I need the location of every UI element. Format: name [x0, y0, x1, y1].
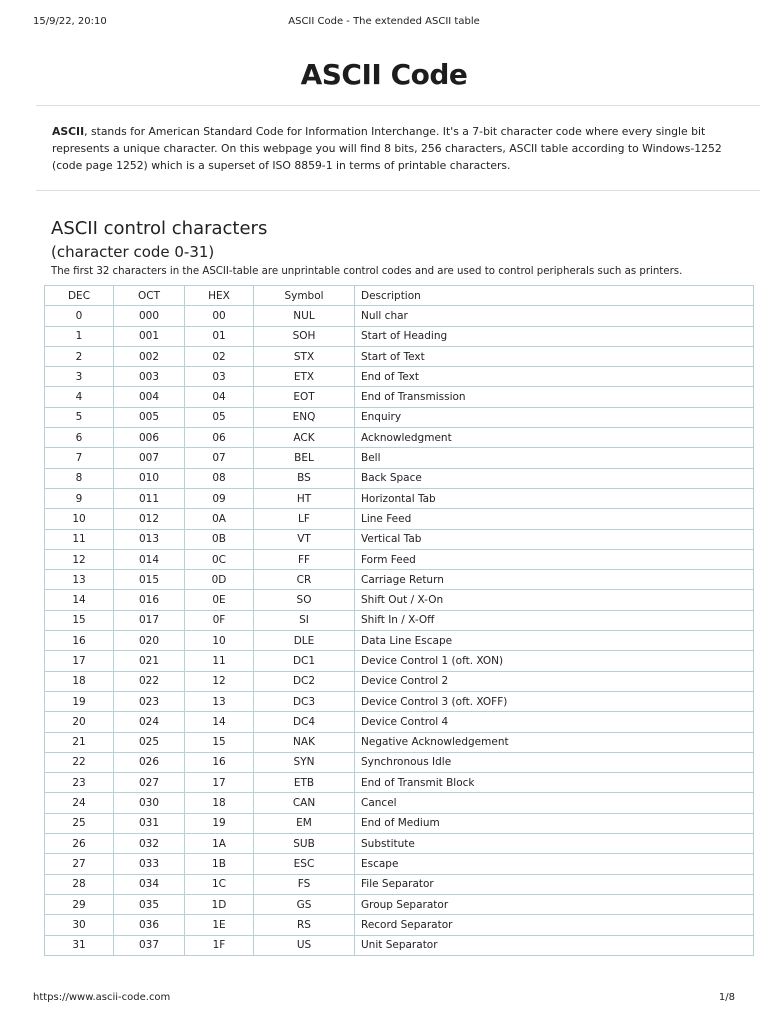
cell-oct: 002 — [114, 346, 185, 366]
print-header — [0, 16, 768, 32]
cell-hex: 1B — [185, 854, 254, 874]
cell-symbol: DC2 — [254, 671, 355, 691]
table-row — [45, 874, 754, 894]
cell-dec: 1 — [45, 326, 114, 346]
print-page-number: 1/8 — [718, 992, 735, 1003]
table-row — [45, 752, 754, 772]
cell-symbol: STX — [254, 346, 355, 366]
cell-dec: 15 — [45, 610, 114, 630]
cell-description: Shift Out / X-On — [355, 590, 754, 610]
cell-dec: 3 — [45, 367, 114, 387]
cell-dec: 28 — [45, 874, 114, 894]
table-row — [45, 651, 754, 671]
cell-dec: 19 — [45, 691, 114, 711]
cell-hex: 04 — [185, 387, 254, 407]
cell-oct: 023 — [114, 691, 185, 711]
cell-hex: 16 — [185, 752, 254, 772]
ascii-control-table — [44, 285, 754, 956]
cell-hex: 0D — [185, 570, 254, 590]
cell-hex: 05 — [185, 407, 254, 427]
cell-oct: 003 — [114, 367, 185, 387]
cell-description: Data Line Escape — [355, 631, 754, 651]
divider-top — [36, 105, 760, 106]
cell-description: Group Separator — [355, 894, 754, 914]
cell-dec: 12 — [45, 549, 114, 569]
table-row — [45, 306, 754, 326]
cell-description: Enquiry — [355, 407, 754, 427]
header-oct: OCT — [114, 286, 185, 306]
cell-dec: 16 — [45, 631, 114, 651]
cell-oct: 010 — [114, 468, 185, 488]
cell-symbol: FS — [254, 874, 355, 894]
table-row — [45, 346, 754, 366]
cell-dec: 6 — [45, 428, 114, 448]
cell-description: Shift In / X-Off — [355, 610, 754, 630]
cell-description: Device Control 3 (oft. XOFF) — [355, 691, 754, 711]
cell-hex: 0C — [185, 549, 254, 569]
cell-dec: 2 — [45, 346, 114, 366]
cell-description: Negative Acknowledgement — [355, 732, 754, 752]
table-row — [45, 590, 754, 610]
cell-description: End of Medium — [355, 813, 754, 833]
cell-description: Start of Heading — [355, 326, 754, 346]
cell-hex: 14 — [185, 712, 254, 732]
cell-oct: 035 — [114, 894, 185, 914]
cell-hex: 06 — [185, 428, 254, 448]
cell-description: End of Transmit Block — [355, 773, 754, 793]
cell-description: Device Control 1 (oft. XON) — [355, 651, 754, 671]
cell-dec: 20 — [45, 712, 114, 732]
cell-description: Device Control 2 — [355, 671, 754, 691]
cell-description: Carriage Return — [355, 570, 754, 590]
cell-symbol: DC3 — [254, 691, 355, 711]
cell-oct: 016 — [114, 590, 185, 610]
header-dec: DEC — [45, 286, 114, 306]
cell-hex: 07 — [185, 448, 254, 468]
cell-oct: 007 — [114, 448, 185, 468]
cell-hex: 12 — [185, 671, 254, 691]
intro-paragraph — [52, 123, 722, 174]
table-row — [45, 793, 754, 813]
cell-description: File Separator — [355, 874, 754, 894]
cell-hex: 02 — [185, 346, 254, 366]
cell-dec: 7 — [45, 448, 114, 468]
cell-description: Back Space — [355, 468, 754, 488]
cell-hex: 0A — [185, 509, 254, 529]
cell-dec: 14 — [45, 590, 114, 610]
cell-symbol: SO — [254, 590, 355, 610]
cell-dec: 29 — [45, 894, 114, 914]
table-row — [45, 529, 754, 549]
table-row — [45, 732, 754, 752]
cell-description: Record Separator — [355, 915, 754, 935]
cell-description: Substitute — [355, 834, 754, 854]
cell-oct: 020 — [114, 631, 185, 651]
cell-hex: 10 — [185, 631, 254, 651]
cell-oct: 033 — [114, 854, 185, 874]
table-header-row — [45, 286, 754, 306]
cell-dec: 25 — [45, 813, 114, 833]
cell-description: End of Transmission — [355, 387, 754, 407]
cell-dec: 11 — [45, 529, 114, 549]
cell-hex: 17 — [185, 773, 254, 793]
cell-symbol: DLE — [254, 631, 355, 651]
intro-bold-term: ASCII — [52, 125, 85, 138]
table-row — [45, 407, 754, 427]
cell-symbol: ACK — [254, 428, 355, 448]
table-row — [45, 631, 754, 651]
cell-oct: 005 — [114, 407, 185, 427]
table-row — [45, 488, 754, 508]
cell-description: Line Feed — [355, 509, 754, 529]
table-row — [45, 894, 754, 914]
cell-dec: 9 — [45, 488, 114, 508]
cell-symbol: SOH — [254, 326, 355, 346]
cell-description: Acknowledgment — [355, 428, 754, 448]
cell-oct: 034 — [114, 874, 185, 894]
cell-symbol: DC4 — [254, 712, 355, 732]
cell-description: Unit Separator — [355, 935, 754, 955]
cell-dec: 24 — [45, 793, 114, 813]
header-hex: HEX — [185, 286, 254, 306]
cell-oct: 037 — [114, 935, 185, 955]
cell-description: Synchronous Idle — [355, 752, 754, 772]
cell-oct: 022 — [114, 671, 185, 691]
section-description: The first 32 characters in the ASCII-table are unprintable control codes and are used to control peripherals such as printers. — [51, 266, 683, 277]
cell-hex: 00 — [185, 306, 254, 326]
cell-symbol: BS — [254, 468, 355, 488]
cell-hex: 1C — [185, 874, 254, 894]
cell-symbol: CAN — [254, 793, 355, 813]
cell-hex: 0E — [185, 590, 254, 610]
cell-description: Device Control 4 — [355, 712, 754, 732]
table-row — [45, 773, 754, 793]
cell-description: End of Text — [355, 367, 754, 387]
cell-oct: 013 — [114, 529, 185, 549]
print-date: 15/9/22, 20:10 — [33, 16, 107, 27]
cell-oct: 030 — [114, 793, 185, 813]
cell-description: Start of Text — [355, 346, 754, 366]
cell-oct: 024 — [114, 712, 185, 732]
cell-description: Null char — [355, 306, 754, 326]
cell-dec: 26 — [45, 834, 114, 854]
cell-symbol: SI — [254, 610, 355, 630]
cell-symbol: US — [254, 935, 355, 955]
divider-bottom — [36, 190, 760, 191]
cell-dec: 27 — [45, 854, 114, 874]
section-title: ASCII control characters — [51, 218, 268, 239]
header-symbol: Symbol — [254, 286, 355, 306]
site-title: ASCII Code — [300, 58, 468, 91]
cell-oct: 015 — [114, 570, 185, 590]
cell-dec: 17 — [45, 651, 114, 671]
cell-symbol: ETX — [254, 367, 355, 387]
cell-dec: 8 — [45, 468, 114, 488]
cell-symbol: EM — [254, 813, 355, 833]
cell-symbol: LF — [254, 509, 355, 529]
print-document-title: ASCII Code - The extended ASCII table — [288, 16, 480, 27]
cell-symbol: CR — [254, 570, 355, 590]
cell-hex: 09 — [185, 488, 254, 508]
cell-symbol: NUL — [254, 306, 355, 326]
cell-oct: 000 — [114, 306, 185, 326]
table-row — [45, 671, 754, 691]
header-description: Description — [355, 286, 754, 306]
cell-dec: 31 — [45, 935, 114, 955]
cell-hex: 13 — [185, 691, 254, 711]
cell-oct: 026 — [114, 752, 185, 772]
table-body — [45, 306, 754, 956]
cell-hex: 19 — [185, 813, 254, 833]
cell-symbol: BEL — [254, 448, 355, 468]
table-row — [45, 549, 754, 569]
cell-oct: 011 — [114, 488, 185, 508]
cell-dec: 18 — [45, 671, 114, 691]
cell-oct: 001 — [114, 326, 185, 346]
cell-dec: 5 — [45, 407, 114, 427]
table-row — [45, 468, 754, 488]
cell-oct: 014 — [114, 549, 185, 569]
cell-hex: 15 — [185, 732, 254, 752]
table-row — [45, 813, 754, 833]
cell-symbol: ESC — [254, 854, 355, 874]
cell-oct: 027 — [114, 773, 185, 793]
cell-description: Horizontal Tab — [355, 488, 754, 508]
table-row — [45, 387, 754, 407]
cell-symbol: EOT — [254, 387, 355, 407]
cell-symbol: SUB — [254, 834, 355, 854]
cell-dec: 13 — [45, 570, 114, 590]
cell-dec: 23 — [45, 773, 114, 793]
table-row — [45, 854, 754, 874]
cell-hex: 0B — [185, 529, 254, 549]
cell-oct: 025 — [114, 732, 185, 752]
cell-dec: 21 — [45, 732, 114, 752]
cell-description: Vertical Tab — [355, 529, 754, 549]
cell-dec: 10 — [45, 509, 114, 529]
cell-symbol: ENQ — [254, 407, 355, 427]
cell-description: Cancel — [355, 793, 754, 813]
table-row — [45, 570, 754, 590]
cell-oct: 017 — [114, 610, 185, 630]
cell-description: Bell — [355, 448, 754, 468]
cell-symbol: HT — [254, 488, 355, 508]
table-row — [45, 712, 754, 732]
cell-oct: 012 — [114, 509, 185, 529]
cell-symbol: FF — [254, 549, 355, 569]
table-row — [45, 691, 754, 711]
cell-oct: 021 — [114, 651, 185, 671]
table-row — [45, 326, 754, 346]
cell-symbol: RS — [254, 915, 355, 935]
cell-hex: 0F — [185, 610, 254, 630]
cell-symbol: SYN — [254, 752, 355, 772]
cell-oct: 036 — [114, 915, 185, 935]
cell-hex: 1F — [185, 935, 254, 955]
cell-oct: 006 — [114, 428, 185, 448]
cell-symbol: GS — [254, 894, 355, 914]
cell-symbol: VT — [254, 529, 355, 549]
section-subtitle: (character code 0-31) — [51, 243, 215, 261]
cell-hex: 01 — [185, 326, 254, 346]
table-row — [45, 448, 754, 468]
cell-symbol: DC1 — [254, 651, 355, 671]
table-row — [45, 509, 754, 529]
table-row — [45, 935, 754, 955]
cell-oct: 004 — [114, 387, 185, 407]
table-row — [45, 367, 754, 387]
cell-dec: 22 — [45, 752, 114, 772]
cell-hex: 1E — [185, 915, 254, 935]
cell-oct: 032 — [114, 834, 185, 854]
cell-dec: 30 — [45, 915, 114, 935]
cell-description: Escape — [355, 854, 754, 874]
cell-dec: 0 — [45, 306, 114, 326]
cell-hex: 03 — [185, 367, 254, 387]
cell-symbol: NAK — [254, 732, 355, 752]
cell-hex: 1D — [185, 894, 254, 914]
cell-description: Form Feed — [355, 549, 754, 569]
cell-symbol: ETB — [254, 773, 355, 793]
cell-hex: 1A — [185, 834, 254, 854]
intro-text: , stands for American Standard Code for Information Interchange. It's a 7-bit character code where every single bit represents a unique character. On this webpage you will find 8 bits, 256 characters, ASCII table according to Windows-1252 (code page 1252) which is a superset of ISO 8859-1 in terms of printable characters. — [52, 125, 722, 172]
table-row — [45, 915, 754, 935]
cell-hex: 18 — [185, 793, 254, 813]
cell-oct: 031 — [114, 813, 185, 833]
table-row — [45, 834, 754, 854]
cell-dec: 4 — [45, 387, 114, 407]
table-row — [45, 428, 754, 448]
print-footer-url: https://www.ascii-code.com — [33, 992, 171, 1003]
table-row — [45, 610, 754, 630]
cell-hex: 08 — [185, 468, 254, 488]
cell-hex: 11 — [185, 651, 254, 671]
